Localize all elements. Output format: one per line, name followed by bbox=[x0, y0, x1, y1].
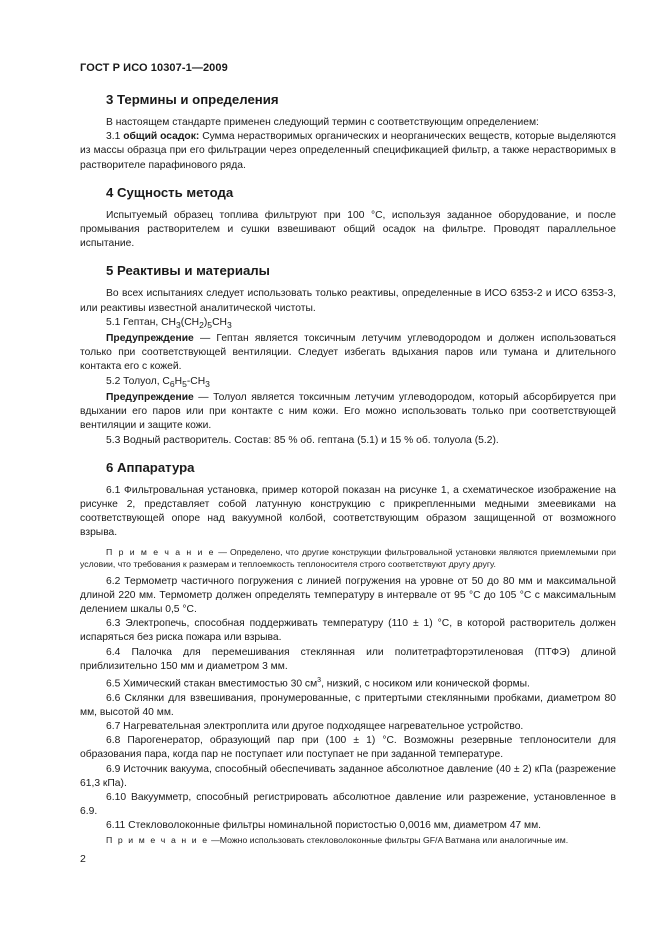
section-3-title: 3 Термины и определения bbox=[106, 92, 279, 107]
item-6-1: 6.1 Фильтровальная установка, пример которой показан на рисунке 1, а схематическое изображение на рисунке 2, представляет собой латунную конструкцию с прикрепленными медными змеевиками на соответствующей опоре над вакуумной колбой, соответствующим образом защищенной от возможного взрыва. bbox=[80, 484, 616, 539]
item-5-2: 5.2 Толуол, $C_6H_5-CH_3$ bbox=[106, 375, 210, 389]
item-6-3: 6.3 Электропечь, способная поддерживать температуру (110 ± 1) °С, в которой растворитель должен испаряться без риска пожара или взрыва. bbox=[80, 618, 616, 644]
item-6-8: 6.8 Парогенератор, образующий пар при (100 ± 1) °С. Возможны резервные теплоносители для образования пара, когда пар не поступает или поступает не при заданной температуре. bbox=[80, 735, 616, 761]
term-text: Сумма нерастворимых органических и неорганических веществ, которые выделяются из массы образца при его фильтрации через определенный спецификацией фильтр, а также нерастворимых в растворителе парафинового ряда. bbox=[80, 131, 616, 171]
warning-label: Предупреждение bbox=[106, 333, 194, 345]
section-5-title: 5 Реактивы и материалы bbox=[106, 263, 270, 279]
page-content bbox=[80, 92, 616, 846]
warning-heptane: Предупреждение — Гептан является токсичным летучим углеводородом и должен использоваться только при соответствующей вентиляции. Следует избегать вдыхания паров или тумана и длительного контакта его с кожей. bbox=[80, 333, 616, 373]
note-2: П р и м е ч а н и е —Можно использовать стекловолоконные фильтры GF/A Ватмана или аналогичные им. bbox=[106, 834, 569, 845]
item-6-7: 6.7 Нагревательная электроплита или другое подходящее нагревательное устройство. bbox=[106, 721, 524, 733]
section-5-intro: Во всех испытаниях следует использовать только реактивы, определенные в ИСО 6353-2 и ИСО 6353-3, или реактивы известной аналитической чистоты. bbox=[80, 288, 616, 314]
section-6-title: 6 Аппаратура bbox=[106, 459, 195, 475]
item-6-2: 6.2 Термометр частичного погружения с линией погружения на уровне от 50 до 80 мм и максимальной длиной 220 мм. Термометр должен определять температуру в интервале от 95 °С до 105 °С с максимальным делением шкалы 0,5 °С. bbox=[80, 575, 616, 615]
page-number: 2 bbox=[80, 853, 86, 865]
section-4-title: 4 Сущность метода bbox=[106, 184, 234, 200]
standard-header: ГОСТ Р ИСО 10307-1—2009 bbox=[80, 62, 228, 74]
item-6-4: 6.4 Палочка для перемешивания стеклянная или политетрафторэтиленовая (ПТФЭ) длиной приблизительно 150 мм и диаметром 3 мм. bbox=[80, 646, 616, 672]
section-4-text: Испытуемый образец топлива фильтруют при 100 °С, используя заданное оборудование, и после промывания растворителем и сушки взвешивают общий осадок на фильтре. Проводят параллельное испытание. bbox=[80, 209, 616, 250]
item-6-11: 6.11 Стекловолоконные фильтры номинальной пористостью 0,0016 мм, диаметром 47 мм. bbox=[106, 820, 542, 832]
item-5-1: 5.1 Гептан, $CH_3(CH_2)_5CH_3$ bbox=[106, 316, 232, 330]
term-name: общий осадок: bbox=[123, 131, 200, 143]
warning-toluene: Предупреждение — Толуол является токсичным летучим углеводородом, который абсорбируется при вдыхании его паров или при контакте с ним кожи. Его можно использовать только при соответствующей вентиляции и защите кожи. bbox=[80, 391, 616, 432]
term-number: 3.1 bbox=[106, 131, 124, 143]
warning-label: Предупреждение bbox=[106, 391, 194, 403]
note-1: П р и м е ч а н и е — Определено, что другие конструкции фильтровальной установки являются приемлемыми при условии, что требования к размерам и теплоемкость теплоносителя строго соответствуют другу другу. bbox=[80, 546, 616, 569]
note-label: П р и м е ч а н и е bbox=[106, 546, 216, 557]
note-label: П р и м е ч а н и е bbox=[106, 834, 209, 845]
item-6-10: 6.10 Вакуумметр, способный регистрировать абсолютное давление или разрежение, установленное в 6.9. bbox=[80, 792, 616, 818]
item-6-5: 6.5 Химический стакан вместимостью 30 $см^3$, низкий, с носиком или конической формы. bbox=[106, 676, 530, 690]
term-definition bbox=[80, 130, 616, 173]
section-3-intro: В настоящем стандарте применен следующий термин с соответствующим определением: bbox=[106, 117, 539, 128]
item-6-9: 6.9 Источник вакуума, способный обеспечивать заданное абсолютное давление (40 ± 2) кПа (разрежение 61,3 кПа). bbox=[80, 763, 616, 789]
item-5-3: 5.3 Водный растворитель. Состав: 85 % об. гептана (5.1) и 15 % об. толуола (5.2). bbox=[106, 434, 499, 446]
item-6-6: 6.6 Склянки для взвешивания, пронумерованные, с притертыми стеклянными пробками, диаметром 80 мм, высотой 40 мм. bbox=[80, 692, 616, 718]
